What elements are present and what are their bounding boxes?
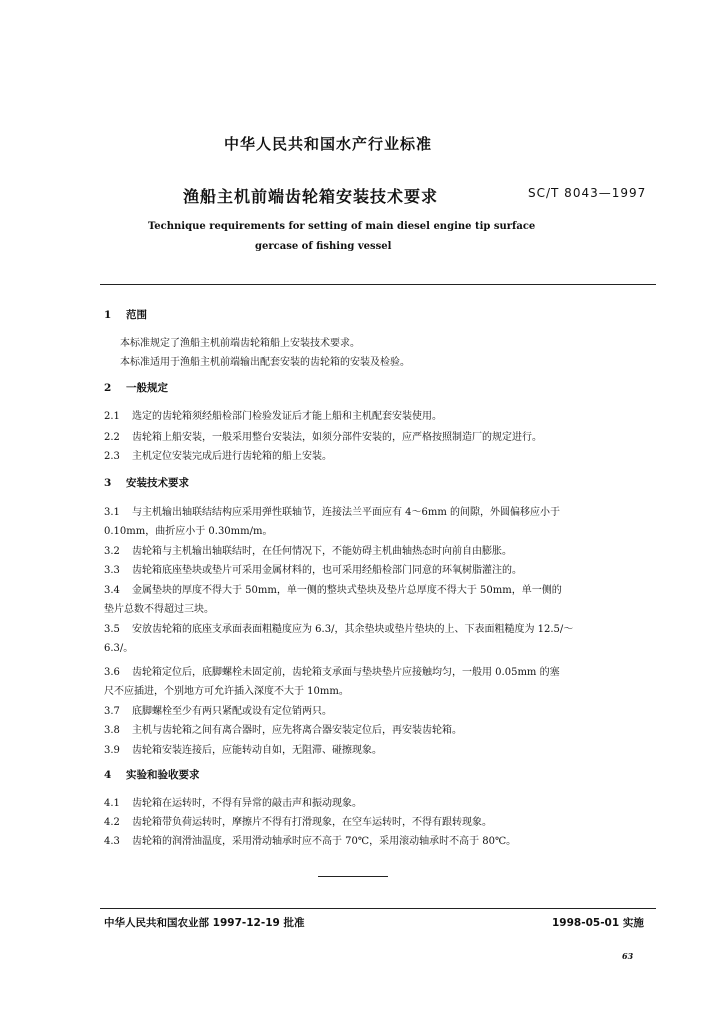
clause-text: 金属垫块的厚度不得大于 50mm，单一侧的整块式垫块及垫片总厚度不得大于 50mm，单一侧的 xyxy=(132,585,562,596)
clause-continuation: 垫片总数不得超过三块。 xyxy=(104,604,214,615)
clause-item xyxy=(104,832,516,847)
clause-number: 3.2 xyxy=(104,546,120,557)
section-number: 1 xyxy=(104,309,112,321)
clause-number: 3.9 xyxy=(104,745,120,756)
footer-divider xyxy=(100,908,656,909)
end-rule xyxy=(318,876,388,877)
clause-text: 齿轮箱上船安装，一般采用整台安装法，如须分部件安装的，应严格按照制造厂的规定进行。 xyxy=(132,432,542,443)
section-number: 2 xyxy=(104,382,112,394)
clause-text: 安放齿轮箱的底座支承面表面粗糙度应为 6.3/，其余垫块或垫片垫块的上、下表面粗糙度为 12.5/～ xyxy=(132,624,574,635)
approval-line: 中华人民共和国农业部 1997-12-19 批准 xyxy=(104,917,305,929)
clause-item xyxy=(104,813,492,828)
clause-number: 4.3 xyxy=(104,836,120,847)
clause-item xyxy=(104,428,542,443)
clause-item xyxy=(104,447,332,462)
clause-number: 3.4 xyxy=(104,585,120,596)
section-title: 安装技术要求 xyxy=(126,477,189,489)
clause-number: 2.3 xyxy=(104,451,120,462)
implementation-line: 1998-05-01 实施 xyxy=(552,917,644,929)
clause-item xyxy=(104,794,362,809)
clause-item xyxy=(104,620,573,635)
clause-item xyxy=(104,702,332,717)
clause-text: 齿轮箱带负荷运转时，摩擦片不得有打滑现象，在空车运转时，不得有跟转现象。 xyxy=(132,817,492,828)
clause-text: 齿轮箱定位后，底脚螺栓未固定前，齿轮箱支承面与垫块垫片应接触均匀，一般用 0.05mm 的塞 xyxy=(132,667,560,678)
standard-code: SC/T 8043—1997 xyxy=(528,186,647,200)
clause-continuation: 0.10mm，曲折应小于 0.30mm/m。 xyxy=(104,526,273,537)
clause-text: 齿轮箱的润滑油温度，采用滑动轴承时应不高于 70℃，采用滚动轴承时不高于 80℃。 xyxy=(132,836,517,847)
header-divider xyxy=(100,284,656,285)
clause-number: 3.6 xyxy=(104,667,120,678)
section-2-heading xyxy=(104,380,168,395)
clause-item xyxy=(104,561,522,576)
section-number: 3 xyxy=(104,477,112,489)
clause-text: 齿轮箱安装连接后，应能转动自如，无阻滞、碰擦现象。 xyxy=(132,745,382,756)
clause-text: 齿轮箱与主机输出轴联结时，在任何情况下，不能妨碍主机曲轴热态时向前自由膨胀。 xyxy=(132,546,512,557)
industry-standard-heading: 中华人民共和国水产行业标准 xyxy=(223,135,432,153)
document-title-cn: 渔船主机前端齿轮箱安装技术要求 xyxy=(183,187,439,206)
section-title: 实验和验收要求 xyxy=(126,769,200,781)
clause-text: 主机与齿轮箱之间有离合器时，应先将离合器安装定位后，再安装齿轮箱。 xyxy=(132,725,462,736)
clause-text: 选定的齿轮箱须经船检部门检验发证后才能上船和主机配套安装使用。 xyxy=(132,411,442,422)
clause-number: 3.8 xyxy=(104,725,120,736)
clause-item xyxy=(104,581,562,596)
section-4-heading xyxy=(104,767,200,782)
clause-text: 主机定位安装完成后进行齿轮箱的船上安装。 xyxy=(132,451,332,462)
clause-continuation: 尺不应插进，个别地方可允许插入深度不大于 10mm。 xyxy=(104,686,349,697)
page-number: 63 xyxy=(622,951,634,961)
clause-number: 3.5 xyxy=(104,624,120,635)
document-title-en-line2: gercase of fishing vessel xyxy=(255,241,392,252)
clause-number: 4.2 xyxy=(104,817,120,828)
section-title: 一般规定 xyxy=(126,382,168,394)
clause-number: 2.2 xyxy=(104,432,120,443)
clause-text: 与主机输出轴联结结构应采用弹性联轴节，连接法兰平面应有 4～6mm 的间隙，外圆偏移应小于 xyxy=(132,507,561,518)
clause-item xyxy=(104,663,560,678)
clause-number: 3.3 xyxy=(104,565,120,576)
clause-item xyxy=(104,503,560,518)
clause-continuation: 6.3/。 xyxy=(104,643,134,654)
clause-number: 3.1 xyxy=(104,507,120,518)
clause-item xyxy=(104,721,462,736)
clause-text: 底脚螺栓至少有两只紧配或设有定位销两只。 xyxy=(132,706,332,717)
clause-item xyxy=(104,741,382,756)
section-1-heading xyxy=(104,307,147,322)
clause-text: 齿轮箱底座垫块或垫片可采用金属材料的，也可采用经船检部门同意的环氧树脂灌注的。 xyxy=(132,565,522,576)
paragraph: 本标准适用于渔船主机前端输出配套安装的齿轮箱的安装及检验。 xyxy=(120,357,410,368)
clause-item xyxy=(104,407,442,422)
clause-number: 3.7 xyxy=(104,706,120,717)
paragraph: 本标准规定了渔船主机前端齿轮箱船上安装技术要求。 xyxy=(120,338,360,349)
clause-number: 4.1 xyxy=(104,798,120,809)
clause-item xyxy=(104,542,512,557)
section-number: 4 xyxy=(104,769,112,781)
document-title-en-line1: Technique requirements for setting of main diesel engine tip surface xyxy=(148,221,536,232)
section-title: 范围 xyxy=(126,309,147,321)
clause-number: 2.1 xyxy=(104,411,120,422)
clause-text: 齿轮箱在运转时，不得有异常的敲击声和振动现象。 xyxy=(132,798,362,809)
section-3-heading xyxy=(104,475,189,490)
